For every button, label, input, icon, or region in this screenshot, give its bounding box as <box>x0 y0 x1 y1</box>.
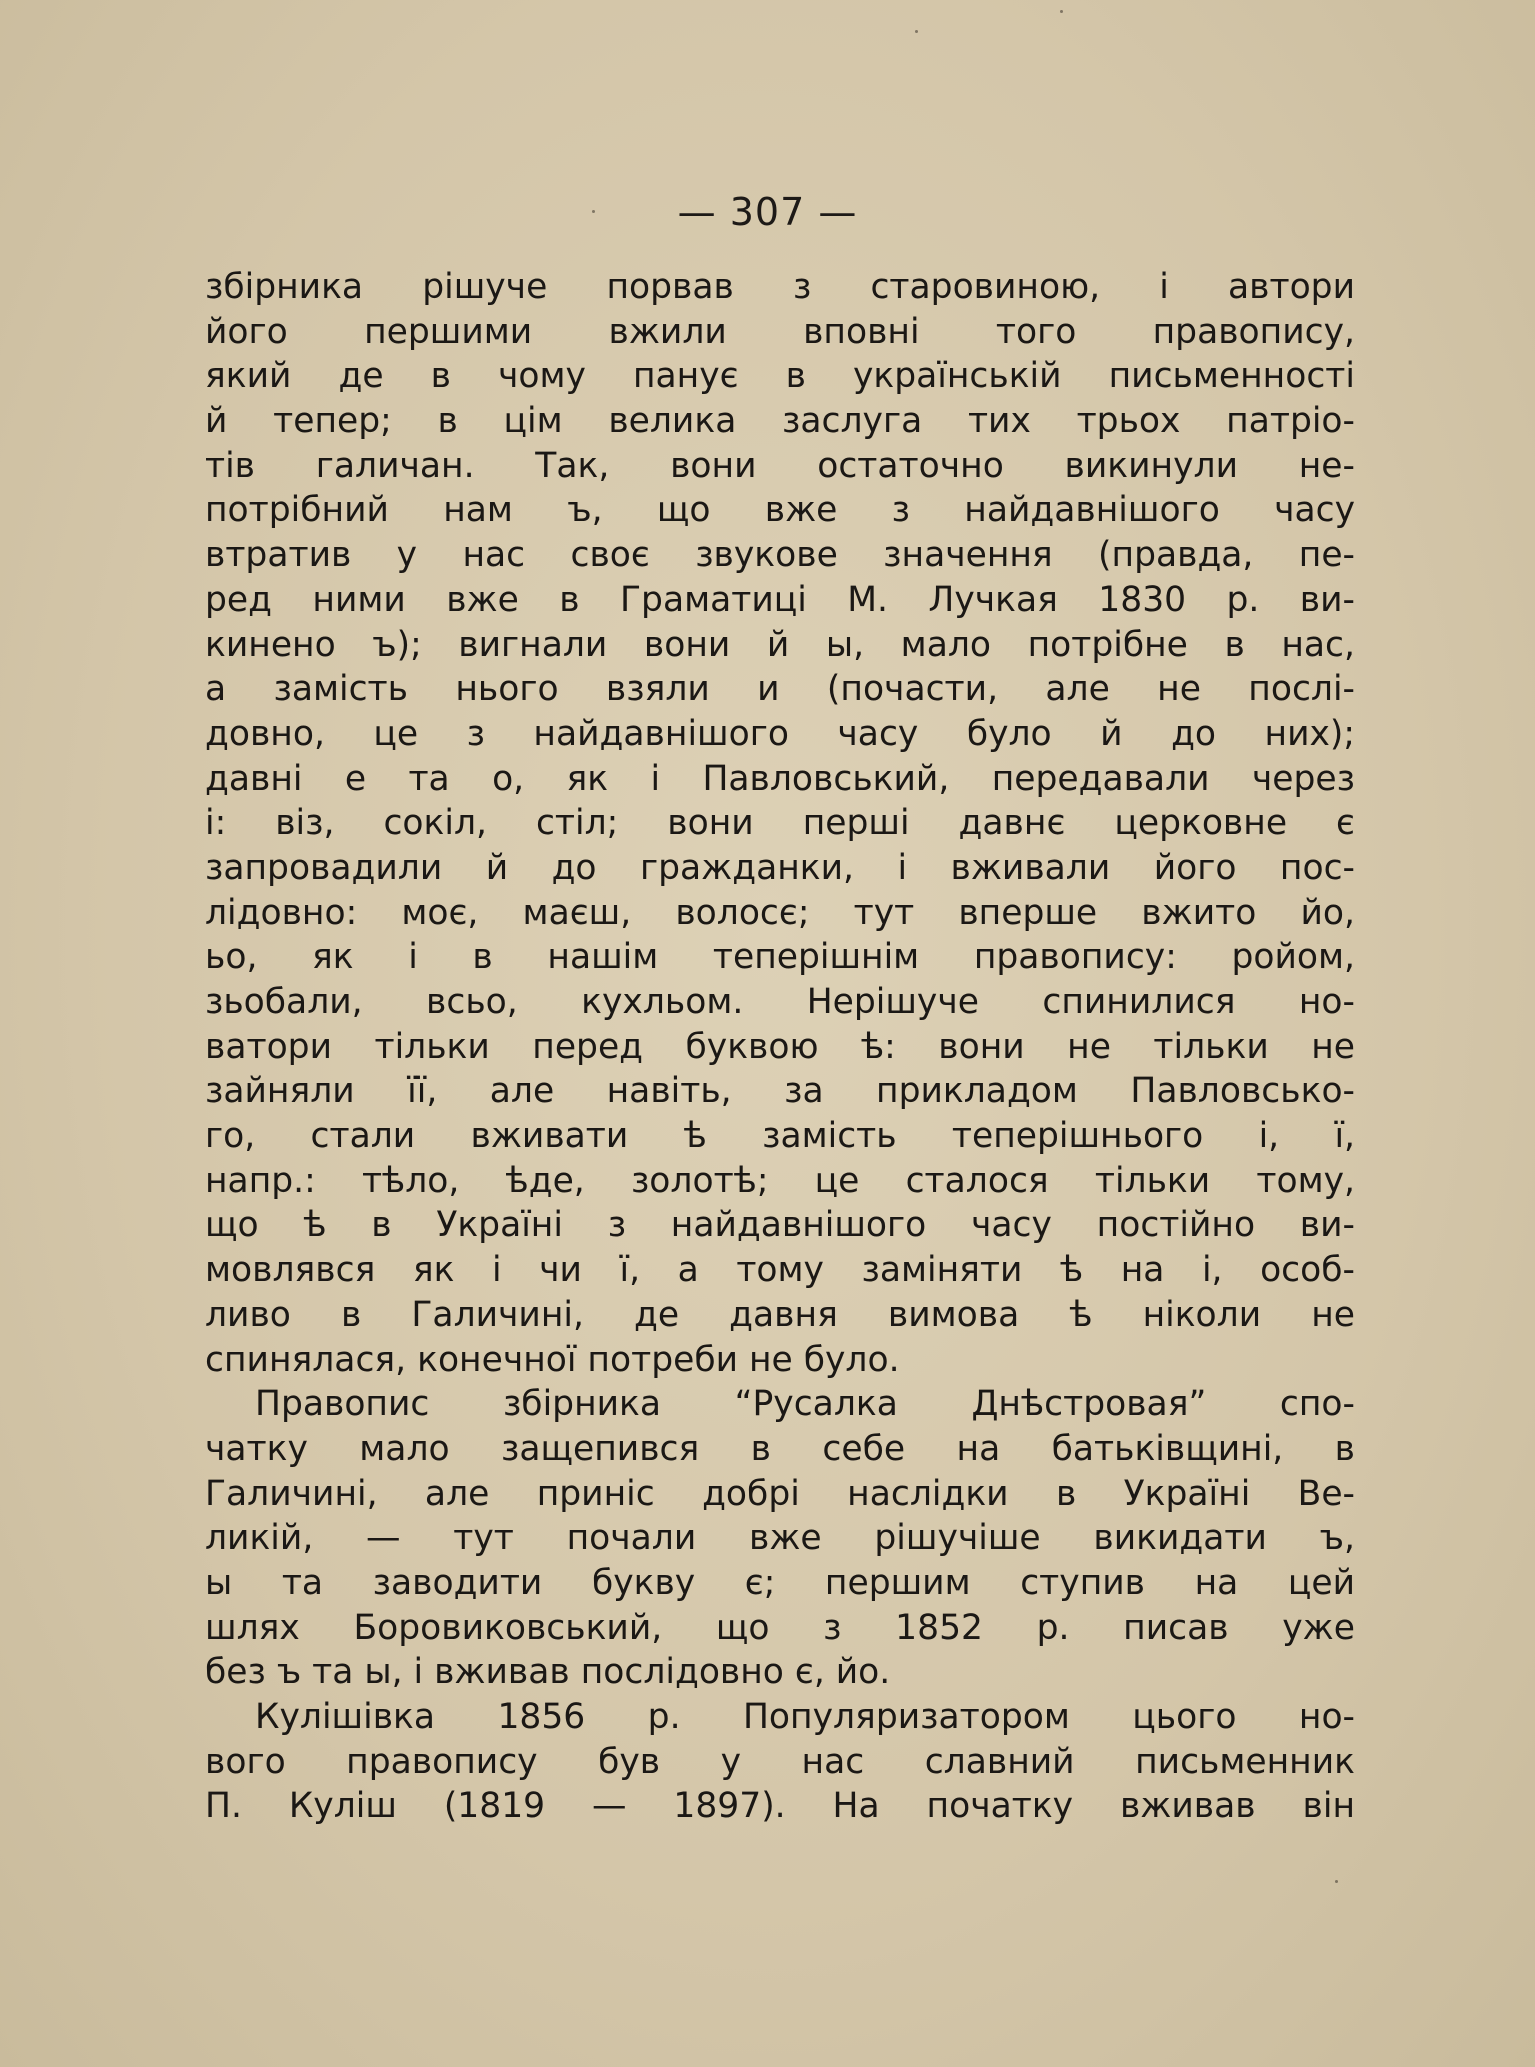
text-line: запровадили й до гражданки, і вживали його пос- <box>205 847 1355 888</box>
text-line: ликій, — тут почали вже рішучіше викидати ъ, <box>205 1518 1355 1559</box>
text-line: і: віз, сокіл, стіл; вони перші давнє церковне є <box>205 803 1355 844</box>
text-line: ьо, як і в нашім теперішнім правопису: ройом, <box>205 937 1355 978</box>
text-line: го, стали вживати ѣ замість теперішнього і, ї, <box>205 1116 1355 1157</box>
text-line: потрібний нам ъ, що вже з найдавнішого часу <box>205 490 1355 531</box>
text-line: чатку мало защепився в себе на батьківщині, в <box>205 1428 1355 1469</box>
text-line: ред ними вже в Граматиці М. Лучкая 1830 р. ви- <box>205 579 1355 620</box>
page-number: — 307 — <box>677 190 858 234</box>
text-line: зайняли її, але навіть, за прикладом Павловсько- <box>205 1071 1355 1112</box>
text-line: напр.: тѣло, ѣде, золотѣ; це сталося тільки тому, <box>205 1160 1355 1201</box>
text-line: а замість нього взяли и (почасти, але не послі- <box>205 669 1355 710</box>
text-line: його першими вжили вповні того правопису, <box>205 311 1355 352</box>
text-line: мовлявся як і чи ї, а тому заміняти ѣ на і, особ- <box>205 1250 1355 1291</box>
text-line: шлях Боровиковський, що з 1852 р. писав уже <box>205 1607 1355 1648</box>
text-line: давні е та о, як і Павловський, передавали через <box>205 758 1355 799</box>
text-line: що ѣ в Україні з найдавнішого часу постійно ви- <box>205 1205 1355 1246</box>
text-line: Правопис збірника “Русалка Днѣстровая” спо- <box>255 1384 1355 1425</box>
text-line: Кулішівка 1856 р. Популяризатором цього но- <box>255 1697 1355 1737</box>
text-line: ливо в Галичині, де давня вимова ѣ ніколи не <box>205 1294 1355 1335</box>
body-text <box>205 265 1355 1829</box>
text-line: довно, це з найдавнішого часу було й до них); <box>205 713 1355 754</box>
text-line: ы та заводити букву є; першим ступив на цей <box>205 1562 1355 1603</box>
text-line: втратив у нас своє звукове значення (правда, пе- <box>205 535 1355 576</box>
text-line: ватори тільки перед буквою ѣ: вони не тільки не <box>205 1026 1355 1067</box>
text-line: зьобали, всьо, кухльом. Нерішуче спинилися но- <box>205 982 1355 1022</box>
paper-speck <box>1335 1880 1338 1883</box>
text-line: й тепер; в цім велика заслуга тих трьох патріо- <box>205 401 1355 442</box>
text-line: який де в чому панує в українській письменності <box>205 356 1355 397</box>
text-line: вого правопису був у нас славний письменник <box>205 1741 1355 1782</box>
text-line: спинялася, конечної потреби не було. <box>205 1339 900 1380</box>
paper-speck <box>915 30 918 33</box>
text-line: без ъ та ы, і вживав послідовно є, йо. <box>205 1652 891 1693</box>
text-line: П. Куліш (1819 — 1897). На початку вживав він <box>205 1786 1355 1827</box>
text-line: Галичині, але приніс добрі наслідки в Україні Ве- <box>205 1473 1355 1514</box>
text-line: кинено ъ); вигнали вони й ы, мало потрібне в нас, <box>205 624 1355 665</box>
text-line: тів галичан. Так, вони остаточно викинули не- <box>205 445 1355 486</box>
paper-speck <box>1060 10 1063 13</box>
paper-speck <box>592 210 595 213</box>
text-line: лідовно: моє, маєш, волосє; тут вперше вжито йо, <box>205 892 1355 933</box>
text-line: збірника рішуче порвав з старовиною, і автори <box>205 267 1355 307</box>
